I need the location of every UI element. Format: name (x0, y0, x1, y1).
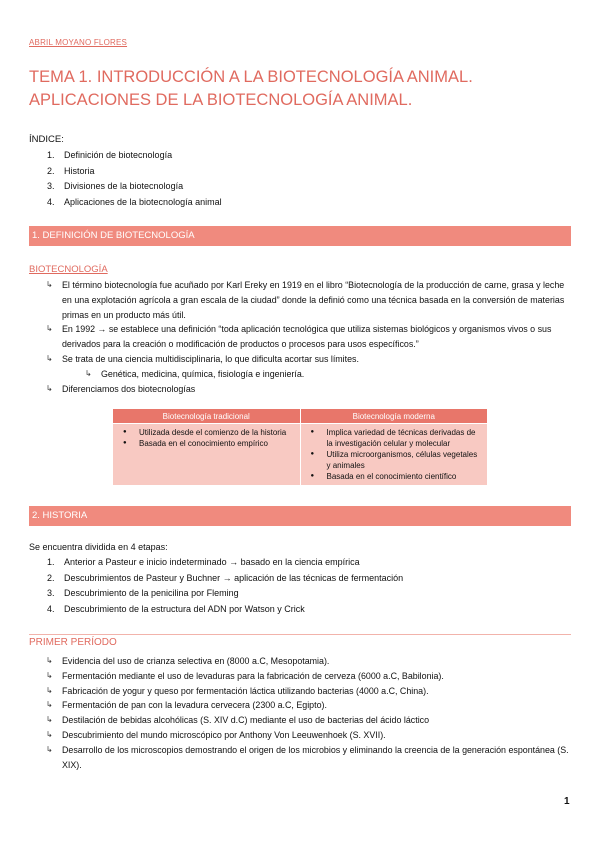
arrow-icon: ↳ (46, 744, 53, 754)
index-item (29, 195, 569, 211)
list-item: ● Utilizada desde el comienzo de la historia (117, 427, 296, 438)
history-intro: Se encuentra dividida en 4 etapas: (29, 542, 168, 552)
stage-item (29, 555, 569, 571)
sub-bullet-item (29, 367, 574, 382)
index-item-text: Aplicaciones de la biotecnología animal (64, 196, 222, 207)
bullet-item (29, 743, 574, 773)
stage-number: 3. (47, 588, 55, 598)
index-item-text: Divisiones de la biotecnología (64, 181, 184, 191)
bullet-text: Fabricación de yogur y queso por fermentación láctica utilizando bacterias (4000 a.C, China). (62, 685, 429, 696)
bullet-text: En 1992 → se establece una definición “toda aplicación tecnológica que utiliza sistemas biológicos y organismos vivos o sus derivados para la creación o modificación de productos o procesos para usos específicos.” (62, 324, 552, 350)
stage-item (29, 602, 569, 618)
bullet-text: Se trata de una ciencia multidisciplinaria, lo que dificulta acortar sus límites. (62, 353, 359, 364)
index-item (29, 164, 569, 180)
stage-number: 2. (47, 572, 55, 583)
bullet-text: Genética, medicina, química, fisiología e ingeniería. (101, 368, 305, 379)
index-item (29, 148, 569, 164)
arrow-icon: ↳ (46, 353, 53, 363)
stage-text: Anterior a Pasteur e inicio indeterminado → basado en la ciencia empírica (64, 557, 360, 567)
arrow-icon: ↳ (85, 368, 92, 378)
bullet-item (29, 713, 574, 728)
section-heading-historia: 2. HISTORIA (29, 506, 571, 526)
table-header-traditional: Biotecnología tradicional (113, 409, 301, 424)
bullet-text: Desarrollo de los microscopios demostrando el origen de los microbios y eliminando la creencia de la generación espontánea (S. XIX). (62, 744, 569, 770)
bullet-text: Fermentación de pan con la levadura cervecera (2300 a.C, Egipto). (62, 700, 327, 711)
table-header-row (113, 409, 488, 424)
page-number: 1 (564, 796, 570, 807)
table-cell-modern (300, 424, 488, 486)
table-row (113, 424, 488, 486)
stage-text: Descubrimiento de la penicilina por Fleming (64, 588, 239, 598)
stage-item (29, 571, 569, 587)
index-list (29, 148, 569, 210)
bullet-text: Destilación de bebidas alcohólicas (S. XIV d.C) mediante el uso de bacterias del ácido láctico (62, 715, 430, 726)
period-bullets (29, 654, 574, 772)
index-item-number: 2. (47, 165, 55, 176)
stage-text: Descubrimiento de la estructura del ADN por Watson y Crick (64, 603, 305, 614)
list-item: ● Basada en el conocimiento científico (305, 471, 484, 482)
period-title: PRIMER PERÍODO (29, 637, 117, 648)
list-item: ● Utiliza microorganismos, células vegetales y animales (305, 449, 484, 471)
stage-number: 1. (47, 557, 55, 567)
index-item (29, 179, 569, 195)
divider (29, 634, 571, 635)
bullet-item (29, 728, 574, 743)
bullet-item (29, 669, 574, 684)
arrow-icon: ↳ (46, 280, 53, 289)
bullet-item (29, 684, 574, 699)
table-header-modern: Biotecnología moderna (300, 409, 488, 424)
bullet-text: Fermentación mediante el uso de levaduras para la fabricación de cerveza (6000 a.C, Babilonia). (62, 670, 444, 681)
index-item-number: 1. (47, 150, 55, 160)
biotech-comparison-table (112, 408, 488, 486)
bullet-text: Descubrimiento del mundo microscópico por Anthony Von Leeuwenhoek (S. XVII). (62, 729, 386, 740)
section-heading-definition: 1. DEFINICIÓN DE BIOTECNOLOGÍA (29, 226, 571, 246)
definition-bullets (29, 278, 574, 396)
stage-text: Descubrimientos de Pasteur y Buchner → aplicación de las técnicas de fermentación (64, 572, 404, 583)
index-item-number: 4. (47, 196, 55, 207)
arrow-icon: ↳ (46, 729, 53, 739)
subheading-biotecnologia: BIOTECNOLOGÍA (29, 264, 108, 275)
arrow-icon: ↳ (46, 700, 53, 710)
bullet-text: Evidencia del uso de crianza selectiva en (8000 a.C, Mesopotamia). (62, 656, 330, 666)
page-title: TEMA 1. INTRODUCCIÓN A LA BIOTECNOLOGÍA ANIMAL. APLICACIONES DE LA BIOTECNOLOGÍA ANIMAL. (29, 68, 473, 109)
bullet-item (29, 352, 574, 367)
arrow-icon: ↳ (46, 715, 53, 725)
index-label: ÍNDICE: (29, 134, 64, 145)
stage-item (29, 586, 569, 602)
bullet-item (29, 654, 574, 669)
stages-list (29, 555, 569, 617)
table-cell-traditional (113, 424, 301, 486)
bullet-text: Diferenciamos dos biotecnologías (62, 383, 196, 394)
arrow-icon: ↳ (46, 656, 53, 665)
arrow-icon: ↳ (46, 670, 53, 680)
index-item-text: Historia (64, 165, 95, 176)
bullet-item (29, 382, 574, 397)
bullet-item (29, 322, 574, 352)
bullet-item (29, 278, 574, 322)
bullet-item (29, 698, 574, 713)
list-item: ● Basada en el conocimiento empírico (117, 438, 296, 449)
list-item: ● Implica variedad de técnicas derivadas de la investigación celular y molecular (305, 427, 484, 449)
index-item-text: Definición de biotecnología (64, 150, 173, 160)
index-item-number: 3. (47, 181, 55, 191)
arrow-icon: ↳ (46, 324, 53, 334)
bullet-text: El término biotecnología fue acuñado por Karl Ereky en 1919 en el libro “Biotecnología de la producción de carne, grasa y leche en una explotación agrícola a gran escala de la ciudad” donde la definió como una técnica basada en la conversión de materias primas en un producto más útil. (62, 280, 565, 320)
stage-number: 4. (47, 603, 55, 614)
arrow-icon: ↳ (46, 383, 53, 393)
author-name: ABRIL MOYANO FLORES (29, 38, 128, 47)
arrow-icon: ↳ (46, 685, 53, 695)
